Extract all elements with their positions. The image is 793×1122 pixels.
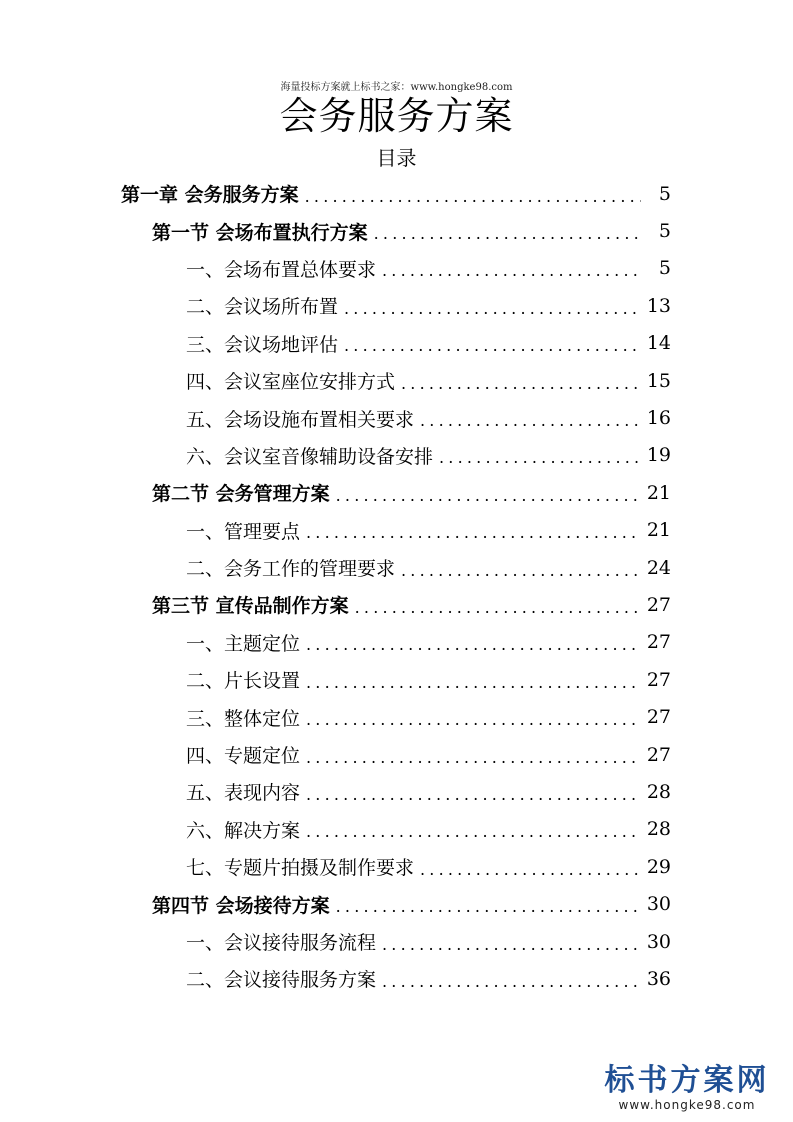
toc-entry-page: 30 <box>646 930 671 953</box>
toc-leader-dots <box>355 594 641 616</box>
toc-entry-page: 21 <box>646 519 671 542</box>
toc-entry[interactable] <box>0 586 671 623</box>
toc-entry-label: 第三节 宣传品制作方案 <box>152 595 349 618</box>
toc-entry-label: 三、会议场地评估 <box>186 333 339 356</box>
toc-entry-label: 一、会场布置总体要求 <box>186 258 377 281</box>
toc-entry[interactable] <box>0 698 671 735</box>
toc-entry-page: 29 <box>646 855 671 878</box>
toc-entry-label: 第一节 会场布置执行方案 <box>152 221 368 244</box>
toc-entry-page: 30 <box>646 893 671 916</box>
toc-leader-dots <box>336 482 641 504</box>
toc-entry-page: 21 <box>646 481 671 504</box>
toc-entry[interactable] <box>0 474 671 511</box>
watermark-logo <box>597 1064 777 1112</box>
toc-entry[interactable] <box>0 362 671 399</box>
toc-leader-dots <box>306 781 641 803</box>
toc-entry-label: 二、会务工作的管理要求 <box>186 558 396 581</box>
toc-entry[interactable] <box>0 923 671 960</box>
toc-entry-label: 三、整体定位 <box>186 707 301 730</box>
toc-entry-label: 第二节 会务管理方案 <box>152 483 330 506</box>
toc-leader-dots <box>420 407 641 429</box>
toc-entry[interactable] <box>0 512 671 549</box>
toc-entry-page: 28 <box>646 780 671 803</box>
watermark-brand: 标书方案网 <box>604 1063 770 1098</box>
toc-entry-label: 七、专题片拍摄及制作要求 <box>186 857 415 880</box>
toc-leader-dots <box>306 818 641 840</box>
toc-entry[interactable] <box>0 773 671 810</box>
toc-leader-dots <box>306 519 641 541</box>
toc-entry-page: 5 <box>658 220 671 243</box>
toc-entry[interactable] <box>0 736 671 773</box>
toc-entry-label: 五、表现内容 <box>186 782 301 805</box>
toc-entry-page: 15 <box>646 369 671 392</box>
toc-entry[interactable] <box>0 549 671 586</box>
toc-entry-page: 13 <box>646 294 671 317</box>
toc-leader-dots <box>382 257 641 279</box>
toc-entry[interactable] <box>0 624 671 661</box>
toc-entry[interactable] <box>0 287 671 324</box>
watermark-url: www.hongke98.com <box>618 1098 756 1112</box>
toc-entry[interactable] <box>0 811 671 848</box>
toc-entry[interactable] <box>0 399 671 436</box>
toc-leader-dots <box>306 631 641 653</box>
toc-leader-dots <box>306 669 641 691</box>
toc-leader-dots <box>344 295 641 317</box>
toc-entry-page: 27 <box>646 668 671 691</box>
toc-leader-dots <box>306 706 641 728</box>
toc-entry-page: 24 <box>646 556 671 579</box>
toc-entry-label: 六、会议室音像辅助设备安排 <box>186 445 434 468</box>
toc-entry[interactable] <box>0 325 671 362</box>
toc-entry-label: 六、解决方案 <box>186 819 301 842</box>
toc-entry-page: 28 <box>646 818 671 841</box>
toc-entry[interactable] <box>0 661 671 698</box>
toc-entry-label: 一、管理要点 <box>186 520 301 543</box>
toc-entry-label: 二、会议场所布置 <box>186 296 339 319</box>
toc-entry-page: 27 <box>646 706 671 729</box>
toc-entry[interactable] <box>0 885 671 922</box>
toc-entry[interactable] <box>0 250 671 287</box>
toc-entry[interactable] <box>0 175 671 212</box>
toc-entry-page: 19 <box>646 444 671 467</box>
toc-entry-page: 27 <box>646 593 671 616</box>
toc-entry[interactable] <box>0 960 671 997</box>
toc-leader-dots <box>344 332 641 354</box>
toc-leader-dots <box>305 183 641 205</box>
toc-leader-dots <box>439 444 641 466</box>
toc-leader-dots <box>420 856 641 878</box>
toc-leader-dots <box>374 220 641 242</box>
toc-entry-label: 第一章 会务服务方案 <box>121 184 299 207</box>
toc-entry-page: 36 <box>646 967 671 990</box>
toc-leader-dots <box>306 744 641 766</box>
toc-leader-dots <box>336 893 641 915</box>
toc-entry-label: 一、主题定位 <box>186 632 301 655</box>
toc-entry-page: 16 <box>646 407 671 430</box>
toc-entry[interactable] <box>0 848 671 885</box>
toc-entry-label: 第四节 会场接待方案 <box>152 894 330 917</box>
toc-entry-label: 二、片长设置 <box>186 670 301 693</box>
toc-entry-page: 5 <box>658 257 671 280</box>
toc-entry-label: 四、专题定位 <box>186 745 301 768</box>
toc-entry[interactable] <box>0 212 671 249</box>
table-of-contents <box>0 175 793 998</box>
toc-entry-page: 5 <box>658 182 671 205</box>
toc-leader-dots <box>401 370 641 392</box>
toc-entry-page: 14 <box>646 332 671 355</box>
header-note: 海量投标方案就上标书之家：www.hongke98.com <box>280 82 513 93</box>
toc-heading: 目录 <box>376 146 417 170</box>
toc-leader-dots <box>401 557 641 579</box>
toc-entry[interactable] <box>0 437 671 474</box>
toc-entry-label: 一、会议接待服务流程 <box>186 932 377 954</box>
toc-entry-label: 五、会场设施布置相关要求 <box>186 408 415 431</box>
toc-entry-label: 四、会议室座位安排方式 <box>186 371 396 394</box>
toc-entry-page: 27 <box>646 631 671 654</box>
toc-entry-label: 二、会议接待服务方案 <box>186 969 377 992</box>
toc-leader-dots <box>382 931 641 953</box>
document-title: 会务服务方案 <box>279 94 514 138</box>
toc-entry-page: 27 <box>646 743 671 766</box>
toc-leader-dots <box>382 968 641 990</box>
